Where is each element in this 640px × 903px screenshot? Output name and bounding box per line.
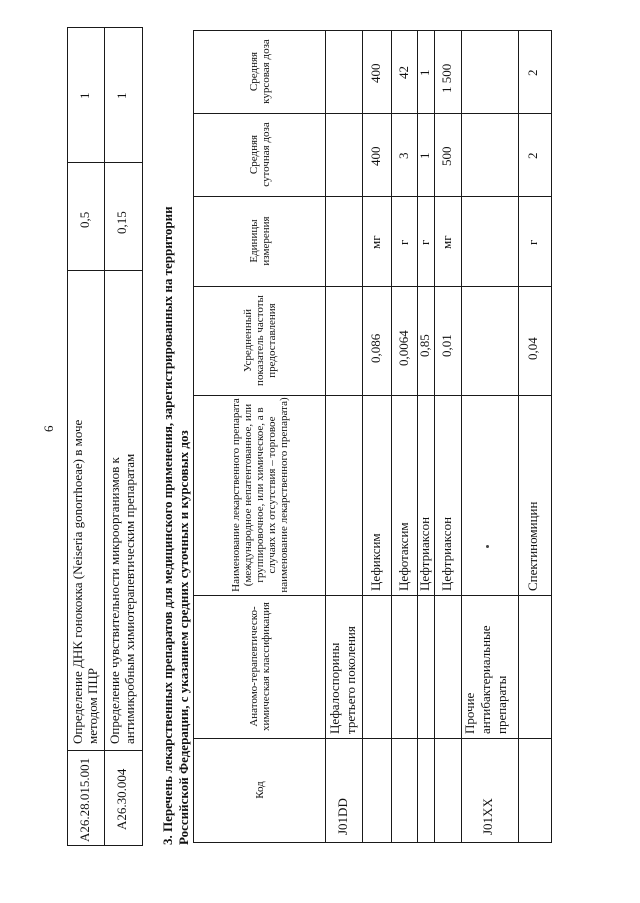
drug-course-dose: 42 (396, 66, 411, 79)
drug-daily-dose: 1 (417, 152, 432, 159)
drug-frequency: 0,0064 (396, 330, 411, 366)
drug-daily-dose: 400 (368, 146, 383, 166)
header-drug-name: Наименование лекарственного препарата (международное непатентованное, или группировочное, или химическое, а в случаях их отсутствия – торговое наименование лекарственного препарата) (229, 397, 290, 593)
drug-frequency: 0,04 (525, 337, 540, 360)
drug-name: Цефотаксим (396, 522, 411, 591)
drug-course-dose: 1 (417, 69, 432, 76)
header-course-dose: Средняя курсовая доза (247, 39, 272, 104)
test-frequency: 0,5 (77, 211, 92, 228)
group-atc-line1: Прочие (462, 692, 477, 734)
scan-mark (486, 545, 489, 548)
drug-course-dose: 2 (525, 69, 540, 76)
drug-unit: г (417, 239, 432, 245)
drug-name: Цефтриаксон (439, 516, 454, 591)
drug-course-dose: 400 (368, 63, 383, 83)
drug-name: Спектиномицин (525, 501, 540, 591)
header-atc: Анатомо-терапевтическо-химическая классификация (247, 602, 272, 731)
drug-unit: г (396, 239, 411, 245)
header-frequency: Усредненный показатель частоты предоставления (241, 295, 278, 386)
test-multiplicity: 1 (77, 92, 92, 99)
test-name-line2: антимикробным химиотерапевтическим препаратам (122, 453, 137, 744)
drug-frequency: 0,086 (368, 333, 383, 363)
group-atc-line1: Цефалоспорины (327, 642, 342, 734)
drug-unit: г (525, 239, 540, 245)
drug-frequency: 0,85 (417, 334, 432, 357)
test-frequency: 0,15 (114, 211, 129, 234)
drug-frequency: 0,01 (439, 334, 454, 357)
group-atc-line2: третьего поколения (343, 626, 358, 734)
header-daily-dose: Средняя суточная доза (247, 122, 272, 187)
section-heading-line2: Российской Федерации, с указанием средних суточных и курсовых доз (176, 430, 191, 845)
drug-daily-dose: 500 (439, 146, 454, 166)
drug-daily-dose: 2 (525, 152, 540, 159)
drug-name: Цефиксим (368, 533, 383, 591)
test-code: A26.28.015.001 (77, 757, 92, 842)
drug-unit: мг (368, 235, 383, 249)
test-name-line1: Определение чувствительности микроорганизмов к (107, 457, 122, 744)
drug-unit: мг (439, 235, 454, 249)
test-code: A26.30.004 (114, 768, 129, 830)
group-code: J01DD (335, 798, 350, 835)
group-code: J01XX (480, 798, 495, 835)
header-code: Код (253, 781, 266, 799)
test-name-line2: методом ПЦР (85, 668, 100, 744)
test-name-line1: Определение ДНК гонококка (Neiseria gonorrhoeae) в моче (70, 419, 85, 744)
group-atc-line2: антибактериальные (478, 625, 493, 734)
header-unit: Единицы измерения (247, 216, 272, 266)
test-multiplicity: 1 (114, 92, 129, 99)
group-atc-line3: препараты (494, 675, 509, 734)
section-heading-line1: 3. Перечень лекарственных препаратов для медицинского применения, зарегистрированных на территории (160, 206, 175, 845)
page-number: 6 (41, 425, 56, 432)
drug-daily-dose: 3 (396, 152, 411, 159)
drug-course-dose: 1 500 (439, 63, 454, 93)
drug-name: Цефтриаксон (417, 516, 432, 591)
